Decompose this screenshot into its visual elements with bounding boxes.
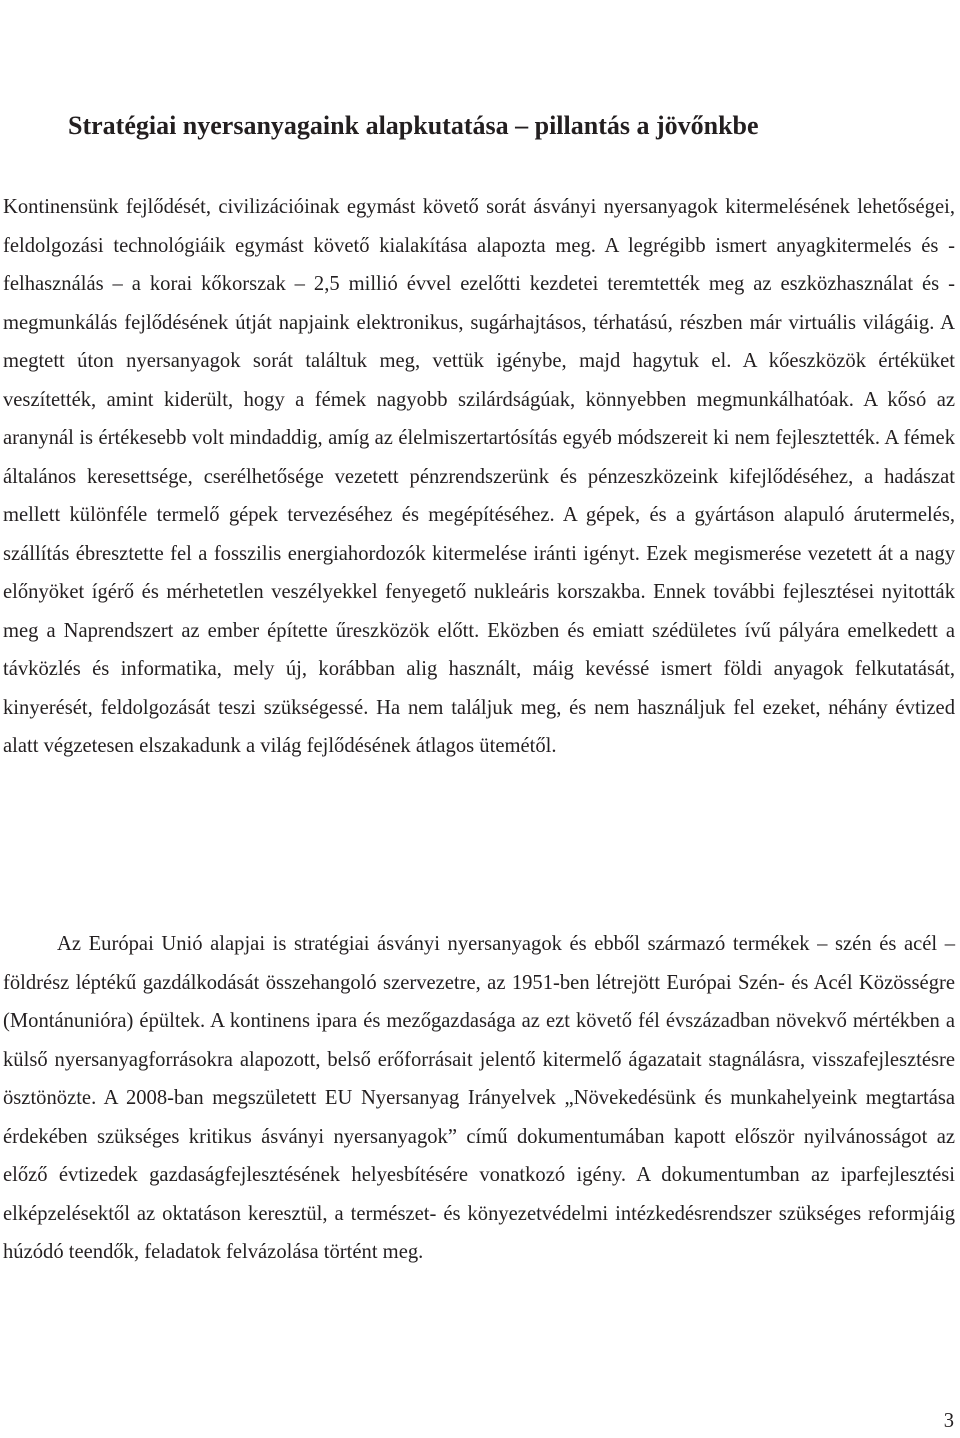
page-number: 3 [943,1410,954,1432]
document-title: Stratégiai nyersanyagaink alapkutatása – pillantás a jövőnkbe [68,111,759,140]
paragraph-1: Kontinensünk fejlődését, civilizációinak egymást követő sorát ásványi nyersanyagok kitermelésének lehetőségei, feldolgozási technológiáik egymást követő kialakítása alapozta meg. A legrégibb ismert anyagkitermelés és -felhasználás – a korai kőkorszak – 2,5 millió évvel ezelőtti kezdetei teremtették meg az eszközhasználat és -megmunkálás fejlődésének útját napjaink elektronikus, sugárhajtásos, térhatású, részben már virtuális világáig. A megtett úton nyersanyagok sorát találtuk meg, vettük igénybe, majd hagytuk el. A kőeszközök értéküket veszítették, amint kiderült, hogy a fémek nagyobb szilárdságúak, könnyebben megmunkálhatóak. A kősó az aranynál is értékesebb volt mindaddig, amíg az élelmiszertartósítás egyéb módszereit ki nem fejlesztették. A fémek általános keresettsége, cserélhetősége vezetett pénzrendszerünk és pénzeszközeink kifejlődéséhez, a hadászat mellett különféle termelő gépek tervezéséhez és megépítéséhez. A gépek, és a gyártáson alapuló árutermelés, szállítás ébresztette fel a fosszilis energiahordozók kitermelése iránti igényt. Ezek megismerése vezetett át a nagy előnyöket ígérő és mérhetetlen veszélyekkel fenyegető nukleáris korszakba. Ennek további fejlesztései nyitották meg a Naprendszert az ember építette űreszközök előtt. Eközben és emiatt szédületes ívű pályára emelkedett a távközlés és informatika, mely új, korábban alig használt, máig kevéssé ismert földi anyagok felkutatását, kinyerését, feldolgozását teszi szükségessé. Ha nem találjuk meg, és nem használjuk fel ezeket, néhány évtized alatt végzetesen elszakadunk a világ fejlődésének átlagos ütemétől. [3,196,955,757]
paragraph-2: Az Európai Unió alapjai is stratégiai ásványi nyersanyagok és ebből származó termékek – szén és acél – földrész léptékű gazdálkodását összehangoló szervezetre, az 1951-ben létrejött Európai Szén- és Acél Közösségre (Montánunióra) épültek. A kontinens ipara és mezőgazdasága az ezt követő fél évszázadban növekvő mértékben a külső nyersanyagforrásokra alapozott, belső erőforrásait jelentő kitermelő ágazatait stagnálásra, visszafejlesztésre ösztönözte. A 2008-ban megszületett EU Nyersanyag Irányelvek „Növekedésünk és munkahelyeink megtartása érdekében szükséges kritikus ásványi nyersanyagok” című dokumentumában kapott először nyilvánosságot az előző évtizedek gazdaságfejlesztésének helyesbítésére vonatkozó igény. A dokumentumban az iparfejlesztési elképzelésektől az oktatáson keresztül, a természet- és könyezetvédelmi intézkedésrendszer szükséges reformjáig húzódó teendők, feladatok felvázolása történt meg. [3,933,955,1263]
